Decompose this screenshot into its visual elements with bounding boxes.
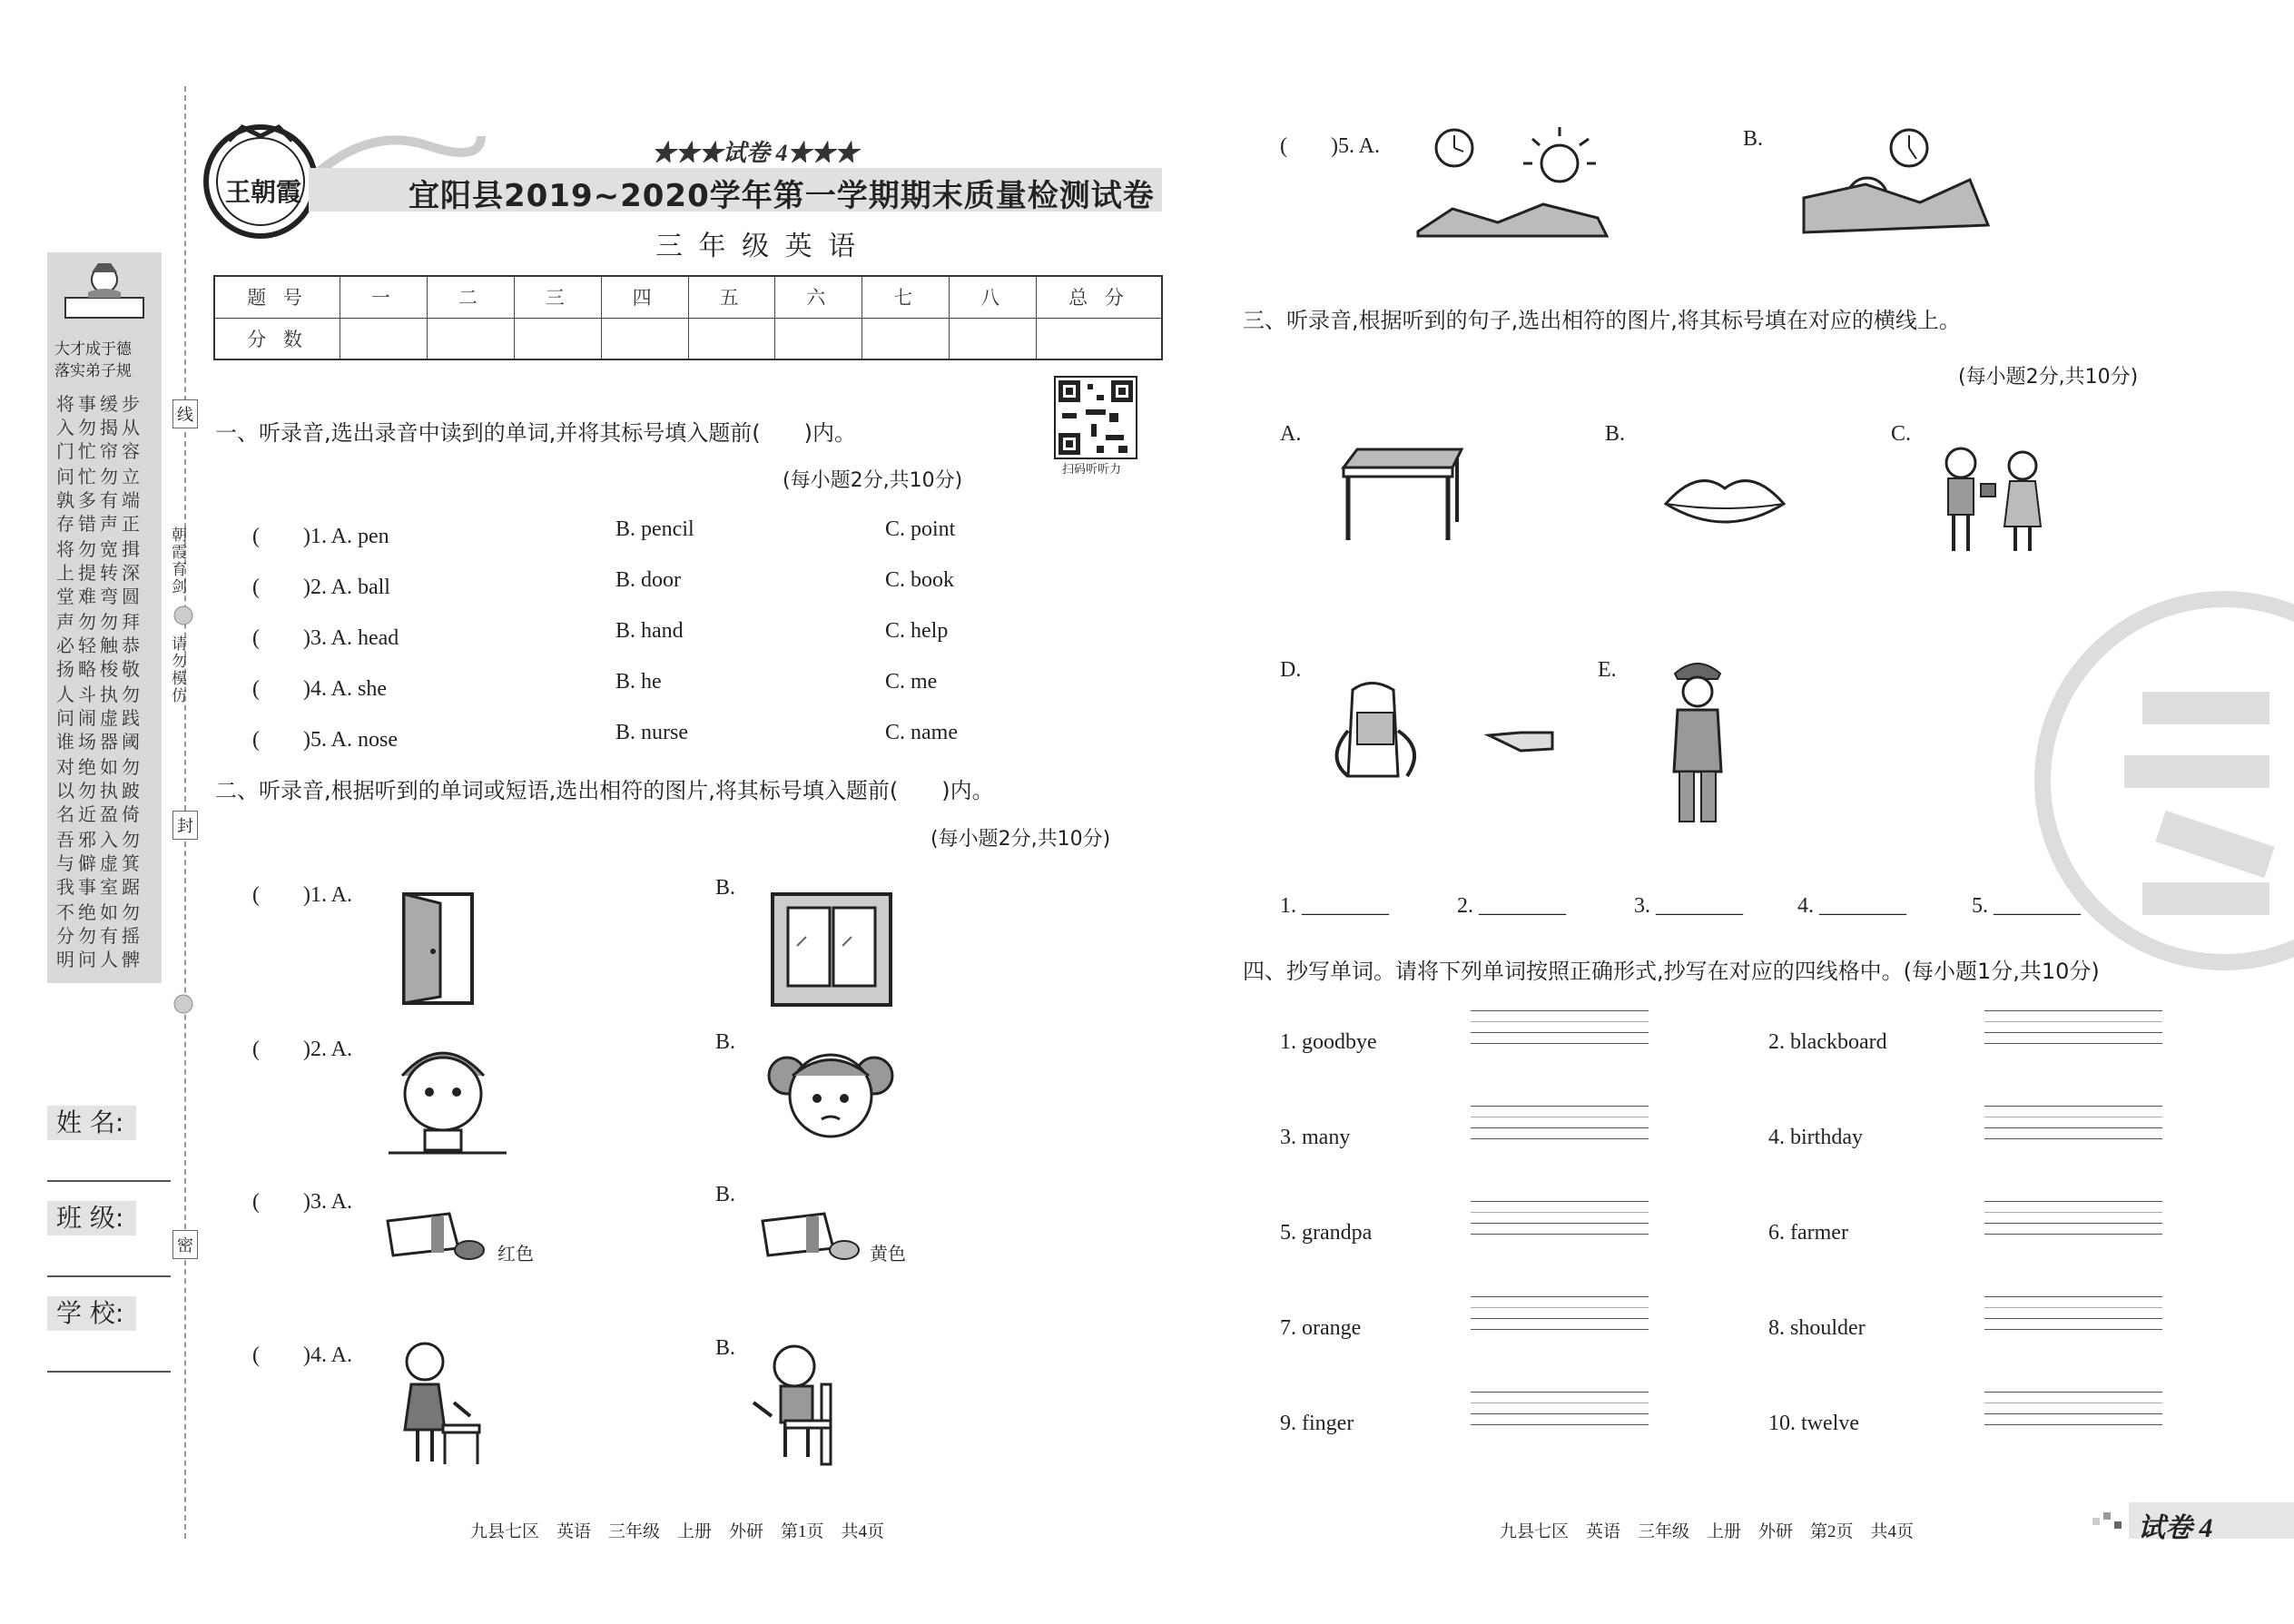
score-cell[interactable] xyxy=(514,318,601,359)
four-line-grid[interactable] xyxy=(1984,1106,2162,1149)
option-c: C. book xyxy=(885,568,955,592)
copy-word: 9. finger xyxy=(1280,1412,1354,1435)
question-item[interactable]: ( )5. A. nose xyxy=(252,728,398,752)
answer-blank[interactable]: 4. ________ xyxy=(1797,894,1906,918)
picture-label: A. xyxy=(1280,422,1302,446)
option-b: B. xyxy=(1743,127,1764,151)
score-cell[interactable] xyxy=(427,318,514,359)
section1-title: 一、听录音,选出录音中读到的单词,并将其标号填入题前( )内。 xyxy=(215,420,856,446)
answer-blank[interactable]: 2. ________ xyxy=(1457,894,1566,918)
question-item[interactable]: ( )3. A. xyxy=(252,1190,352,1214)
four-line-grid[interactable] xyxy=(1471,1201,1649,1245)
proverb-group: 对绝如勿以勿执跛名近盈倚 xyxy=(56,756,143,825)
motto-line1: 大才成于德 xyxy=(54,340,132,359)
window-icon xyxy=(770,891,897,1009)
copy-word: 8. shoulder xyxy=(1768,1316,1866,1340)
proverb-group: 人斗执勿问闹虚践谁场器阈 xyxy=(56,684,143,753)
qr-code-icon xyxy=(1055,377,1137,458)
exam-badge: ★★★试卷 4★★★ xyxy=(652,140,859,166)
desk-icon xyxy=(1339,445,1466,545)
footer-badge: 试卷 4 xyxy=(2138,1513,2213,1543)
four-line-grid[interactable] xyxy=(1984,1392,2162,1435)
score-cell[interactable] xyxy=(862,318,950,359)
option-c: C. help xyxy=(885,619,949,643)
score-cell[interactable] xyxy=(688,318,775,359)
score-column: 六 xyxy=(775,276,862,318)
section2-points: (每小题2分,共10分) xyxy=(930,828,1111,851)
option-c: C. me xyxy=(885,670,938,694)
option-b: B. door xyxy=(615,568,681,592)
proverb-group: 吾邪入勿与僻虚箕我事室踞 xyxy=(56,829,143,898)
score-column: 一 xyxy=(340,276,428,318)
motto-line2: 落实弟子规 xyxy=(54,362,132,380)
morning-scene-icon xyxy=(1416,123,1625,241)
yellow-paint-tube-icon xyxy=(761,1212,870,1266)
smile-icon xyxy=(172,993,200,1020)
option-b: B. xyxy=(715,1336,736,1360)
seal-mark: 线 xyxy=(172,399,198,428)
policeman-icon xyxy=(1661,654,1734,826)
question-item[interactable]: ( )3. A. head xyxy=(252,626,399,650)
stand-up-icon xyxy=(389,1330,488,1466)
question-item[interactable]: ( )2. A. ball xyxy=(252,576,390,599)
score-cell[interactable] xyxy=(1037,318,1163,359)
name-field[interactable] xyxy=(47,1180,171,1182)
proverb-group: 将事缓步入勿揭从门忙帘容 xyxy=(56,393,143,462)
copy-word: 7. orange xyxy=(1280,1316,1362,1340)
vertical-note: 朝霞育剑 xyxy=(168,527,186,595)
picture-label: C. xyxy=(1891,422,1912,446)
proverb-group: 不绝如勿分勿有摇明问人髀 xyxy=(56,901,143,970)
answer-blank[interactable]: 3. ________ xyxy=(1634,894,1743,918)
footer-right: 九县七区 英语 三年级 上册 外研 第2页 共4页 xyxy=(1500,1522,1915,1541)
option-b: B. hand xyxy=(615,619,684,643)
dots-decoration-icon xyxy=(2092,1509,2129,1536)
score-column: 三 xyxy=(514,276,601,318)
giving-gift-icon xyxy=(1925,440,2061,558)
score-column: 五 xyxy=(688,276,775,318)
paint-caption-red: 红色 xyxy=(497,1243,534,1265)
picture-label: E. xyxy=(1598,658,1617,682)
qr-caption: 扫码听听力 xyxy=(1062,463,1122,477)
option-c: C. point xyxy=(885,517,956,541)
vertical-note: 请勿模仿 xyxy=(168,635,186,704)
question-item[interactable]: ( )1. A. xyxy=(252,883,352,907)
four-line-grid[interactable] xyxy=(1471,1296,1649,1340)
footer-left: 九县七区 英语 三年级 上册 外研 第1页 共4页 xyxy=(470,1522,885,1541)
class-field[interactable] xyxy=(47,1275,171,1277)
score-column: 二 xyxy=(427,276,514,318)
mouth-icon xyxy=(1661,472,1788,536)
question-item[interactable]: ( )5. A. xyxy=(1280,134,1380,158)
question-item[interactable]: ( )4. A. xyxy=(252,1343,352,1367)
seal-mark: 封 xyxy=(172,811,198,840)
logo-text: 王朝霞 xyxy=(225,177,302,207)
score-table xyxy=(213,275,1163,360)
question-item[interactable]: ( )2. A. xyxy=(252,1038,352,1061)
copy-word: 1. goodbye xyxy=(1280,1030,1377,1054)
score-cell[interactable] xyxy=(601,318,688,359)
boy-face-icon xyxy=(389,1039,507,1157)
copy-word: 2. blackboard xyxy=(1768,1030,1887,1054)
name-label: 姓 名: xyxy=(47,1106,136,1140)
picture-label: D. xyxy=(1280,658,1302,682)
four-line-grid[interactable] xyxy=(1984,1201,2162,1245)
score-column: 四 xyxy=(601,276,688,318)
proverb-group: 问忙勿立孰多有端存错声正 xyxy=(56,466,143,535)
section1-points: (每小题2分,共10分) xyxy=(783,469,963,492)
class-label: 班 级: xyxy=(47,1201,136,1235)
question-item[interactable]: ( )1. A. pen xyxy=(252,525,389,548)
scholar-icon xyxy=(47,252,162,334)
copy-word: 5. grandpa xyxy=(1280,1221,1373,1245)
option-c: C. name xyxy=(885,721,958,744)
evening-scene-icon xyxy=(1802,125,1993,234)
score-column: 七 xyxy=(862,276,950,318)
score-column: 八 xyxy=(950,276,1037,318)
section2-title: 二、听录音,根据听到的单词或短语,选出相符的图片,将其标号填入题前( )内。 xyxy=(215,778,994,803)
score-row-header: 题 号 xyxy=(214,276,340,318)
score-cell[interactable] xyxy=(950,318,1037,359)
score-column: 总 分 xyxy=(1037,276,1163,318)
option-b: B. xyxy=(715,1030,736,1054)
section4-title: 四、抄写单词。请将下列单词按照正确形式,抄写在对应的四线格中。(每小题1分,共10分) xyxy=(1243,959,2100,984)
section3-title: 三、听录音,根据听到的句子,选出相符的图片,将其标号填在对应的横线上。 xyxy=(1243,308,1961,333)
copy-word: 6. farmer xyxy=(1768,1221,1848,1245)
exam-title: 宜阳县2019~2020学年第一学期期末质量检测试卷 xyxy=(409,178,1155,214)
girl-face-icon xyxy=(767,1039,894,1157)
school-field[interactable] xyxy=(47,1371,171,1373)
schoolbag-pointing-icon xyxy=(1325,676,1561,785)
section3-points: (每小题2分,共10分) xyxy=(1958,366,2139,389)
exam-subtitle: 三 年 级 英 语 xyxy=(655,231,860,262)
four-line-grid[interactable] xyxy=(1471,1010,1649,1054)
option-b: B. xyxy=(715,876,736,900)
four-line-grid[interactable] xyxy=(1471,1106,1649,1149)
score-row-header: 分 数 xyxy=(214,318,340,359)
red-paint-tube-icon xyxy=(386,1212,495,1266)
smile-icon xyxy=(172,605,200,632)
school-label: 学 校: xyxy=(47,1296,136,1331)
option-b: B. xyxy=(715,1183,736,1206)
option-b: B. he xyxy=(615,670,662,694)
copy-word: 10. twelve xyxy=(1768,1412,1859,1435)
copy-word: 3. many xyxy=(1280,1126,1351,1149)
picture-label: B. xyxy=(1605,422,1626,446)
four-line-grid[interactable] xyxy=(1984,1010,2162,1054)
score-cell[interactable] xyxy=(775,318,862,359)
sit-down-icon xyxy=(749,1330,858,1466)
proverb-group: 将勿宽揖上提转深堂难弯圆 xyxy=(56,538,143,607)
option-b: B. nurse xyxy=(615,721,688,744)
four-line-grid[interactable] xyxy=(1471,1392,1649,1435)
proverb-group: 声勿勿拜必轻触恭扬略梭敬 xyxy=(56,611,143,680)
answer-blank[interactable]: 5. ________ xyxy=(1972,894,2081,918)
door-icon xyxy=(386,890,486,1008)
copy-word: 4. birthday xyxy=(1768,1126,1863,1149)
paint-caption-yellow: 黄色 xyxy=(870,1243,906,1265)
seal-mark: 密 xyxy=(172,1230,198,1259)
question-item[interactable]: ( )4. A. she xyxy=(252,677,387,701)
answer-blank[interactable]: 1. ________ xyxy=(1280,894,1389,918)
score-cell[interactable] xyxy=(340,318,428,359)
option-b: B. pencil xyxy=(615,517,694,541)
four-line-grid[interactable] xyxy=(1984,1296,2162,1340)
